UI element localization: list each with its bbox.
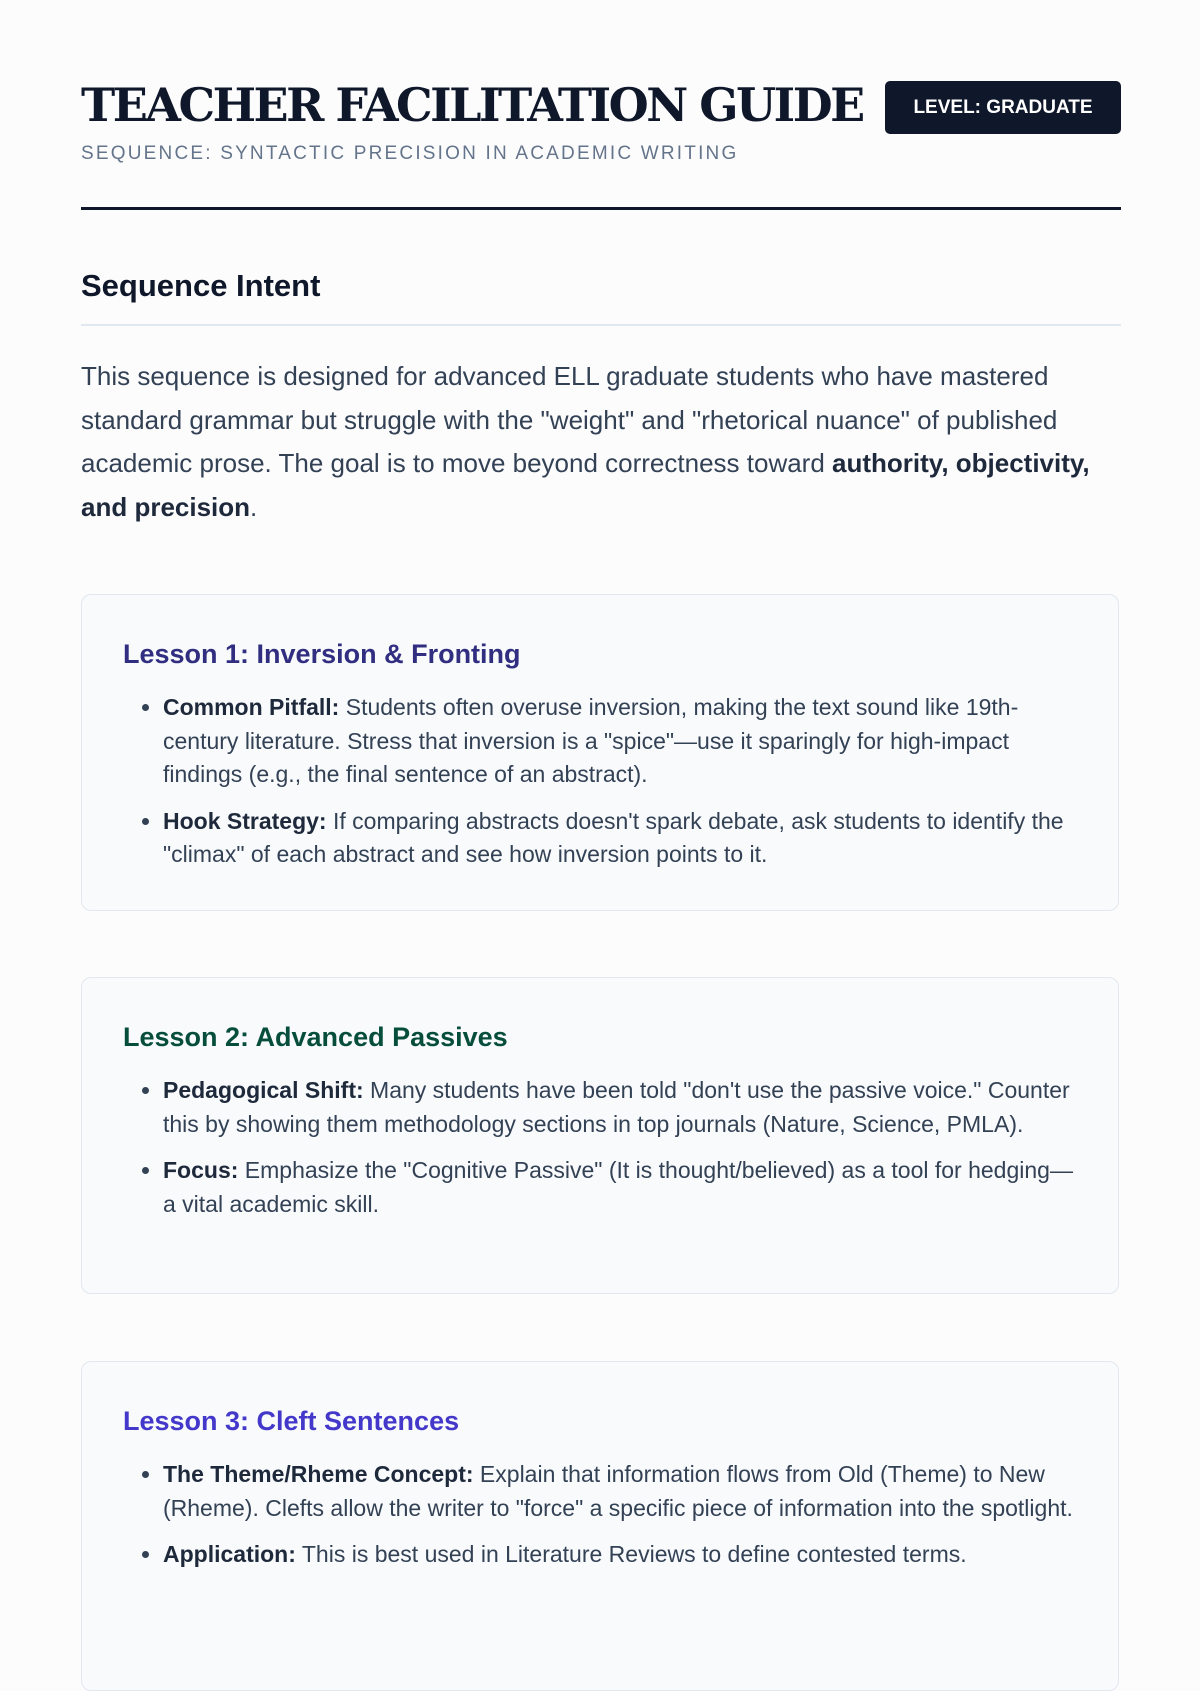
document-title: TEACHER FACILITATION GUIDE [81, 78, 863, 132]
note-label: Application: [163, 1541, 296, 1567]
intent-text: This sequence is designed for advanced ELL graduate students who have mastered standard grammar but struggle with the "weight" and "rhetorical nuance" of published academic prose. The goal is to move beyond correctness toward [81, 361, 1058, 478]
guide-header [81, 0, 1121, 210]
lesson-card-3 [81, 1361, 1119, 1691]
note-text: This is best used in Literature Reviews to define contested terms. [295, 1541, 967, 1567]
lesson-title: Lesson 2: Advanced Passives [123, 1022, 508, 1052]
section-heading-intent: Sequence Intent [81, 268, 321, 303]
lesson-notes-list [163, 691, 1073, 885]
intent-emphasis: authority, objectivity, and precision [81, 448, 1090, 522]
level-badge: LEVEL: GRADUATE [885, 81, 1121, 134]
list-item [163, 1074, 1073, 1141]
note-label: Focus: [163, 1157, 239, 1183]
note-text: Students often overuse inversion, making the text sound like 19th-century literature. Stress that inversion is a "spice"—use it sparingly for high-impact findings (e.g., the final sentence of an abstract). [163, 694, 1019, 787]
list-item [163, 1154, 1073, 1221]
note-label: Hook Strategy: [163, 807, 327, 834]
lesson-notes-list [163, 1458, 1073, 1585]
note-text: If comparing abstracts doesn't spark debate, ask students to identify the "climax" of each abstract and see how inversion points to it. [163, 807, 1064, 867]
note-text: Explain that information flows from Old (Theme) to New (Rheme). Clefts allow the writer to "force" a specific piece of information into the spotlight. [163, 1461, 1073, 1521]
list-item [163, 1538, 1073, 1572]
list-item [163, 805, 1073, 872]
lesson-title: Lesson 1: Inversion & Fronting [123, 639, 521, 669]
lesson-card-2 [81, 977, 1119, 1294]
header-divider [81, 207, 1121, 210]
intent-paragraph [81, 355, 1121, 529]
intent-end: . [250, 491, 258, 522]
lesson-title: Lesson 3: Cleft Sentences [123, 1406, 460, 1436]
facilitation-guide-page [81, 0, 1121, 1567]
list-item [163, 691, 1073, 792]
lesson-notes-list [163, 1074, 1073, 1234]
note-label: Pedagogical Shift: [163, 1077, 364, 1103]
note-text: Many students have been told "don't use the passive voice." Counter this by showing them methodology sections in top journals (Nature, Science, PMLA). [163, 1077, 1070, 1137]
note-label: The Theme/Rheme Concept: [163, 1461, 474, 1487]
note-text: Emphasize the "Cognitive Passive" (It is thought/believed) as a tool for hedging—a vital academic skill. [163, 1157, 1073, 1217]
list-item [163, 1458, 1073, 1525]
sequence-subtitle: SEQUENCE: SYNTACTIC PRECISION IN ACADEMIC WRITING [81, 143, 739, 164]
lesson-card-1 [81, 594, 1119, 911]
note-label: Common Pitfall: [163, 694, 340, 720]
section-divider [81, 324, 1121, 326]
